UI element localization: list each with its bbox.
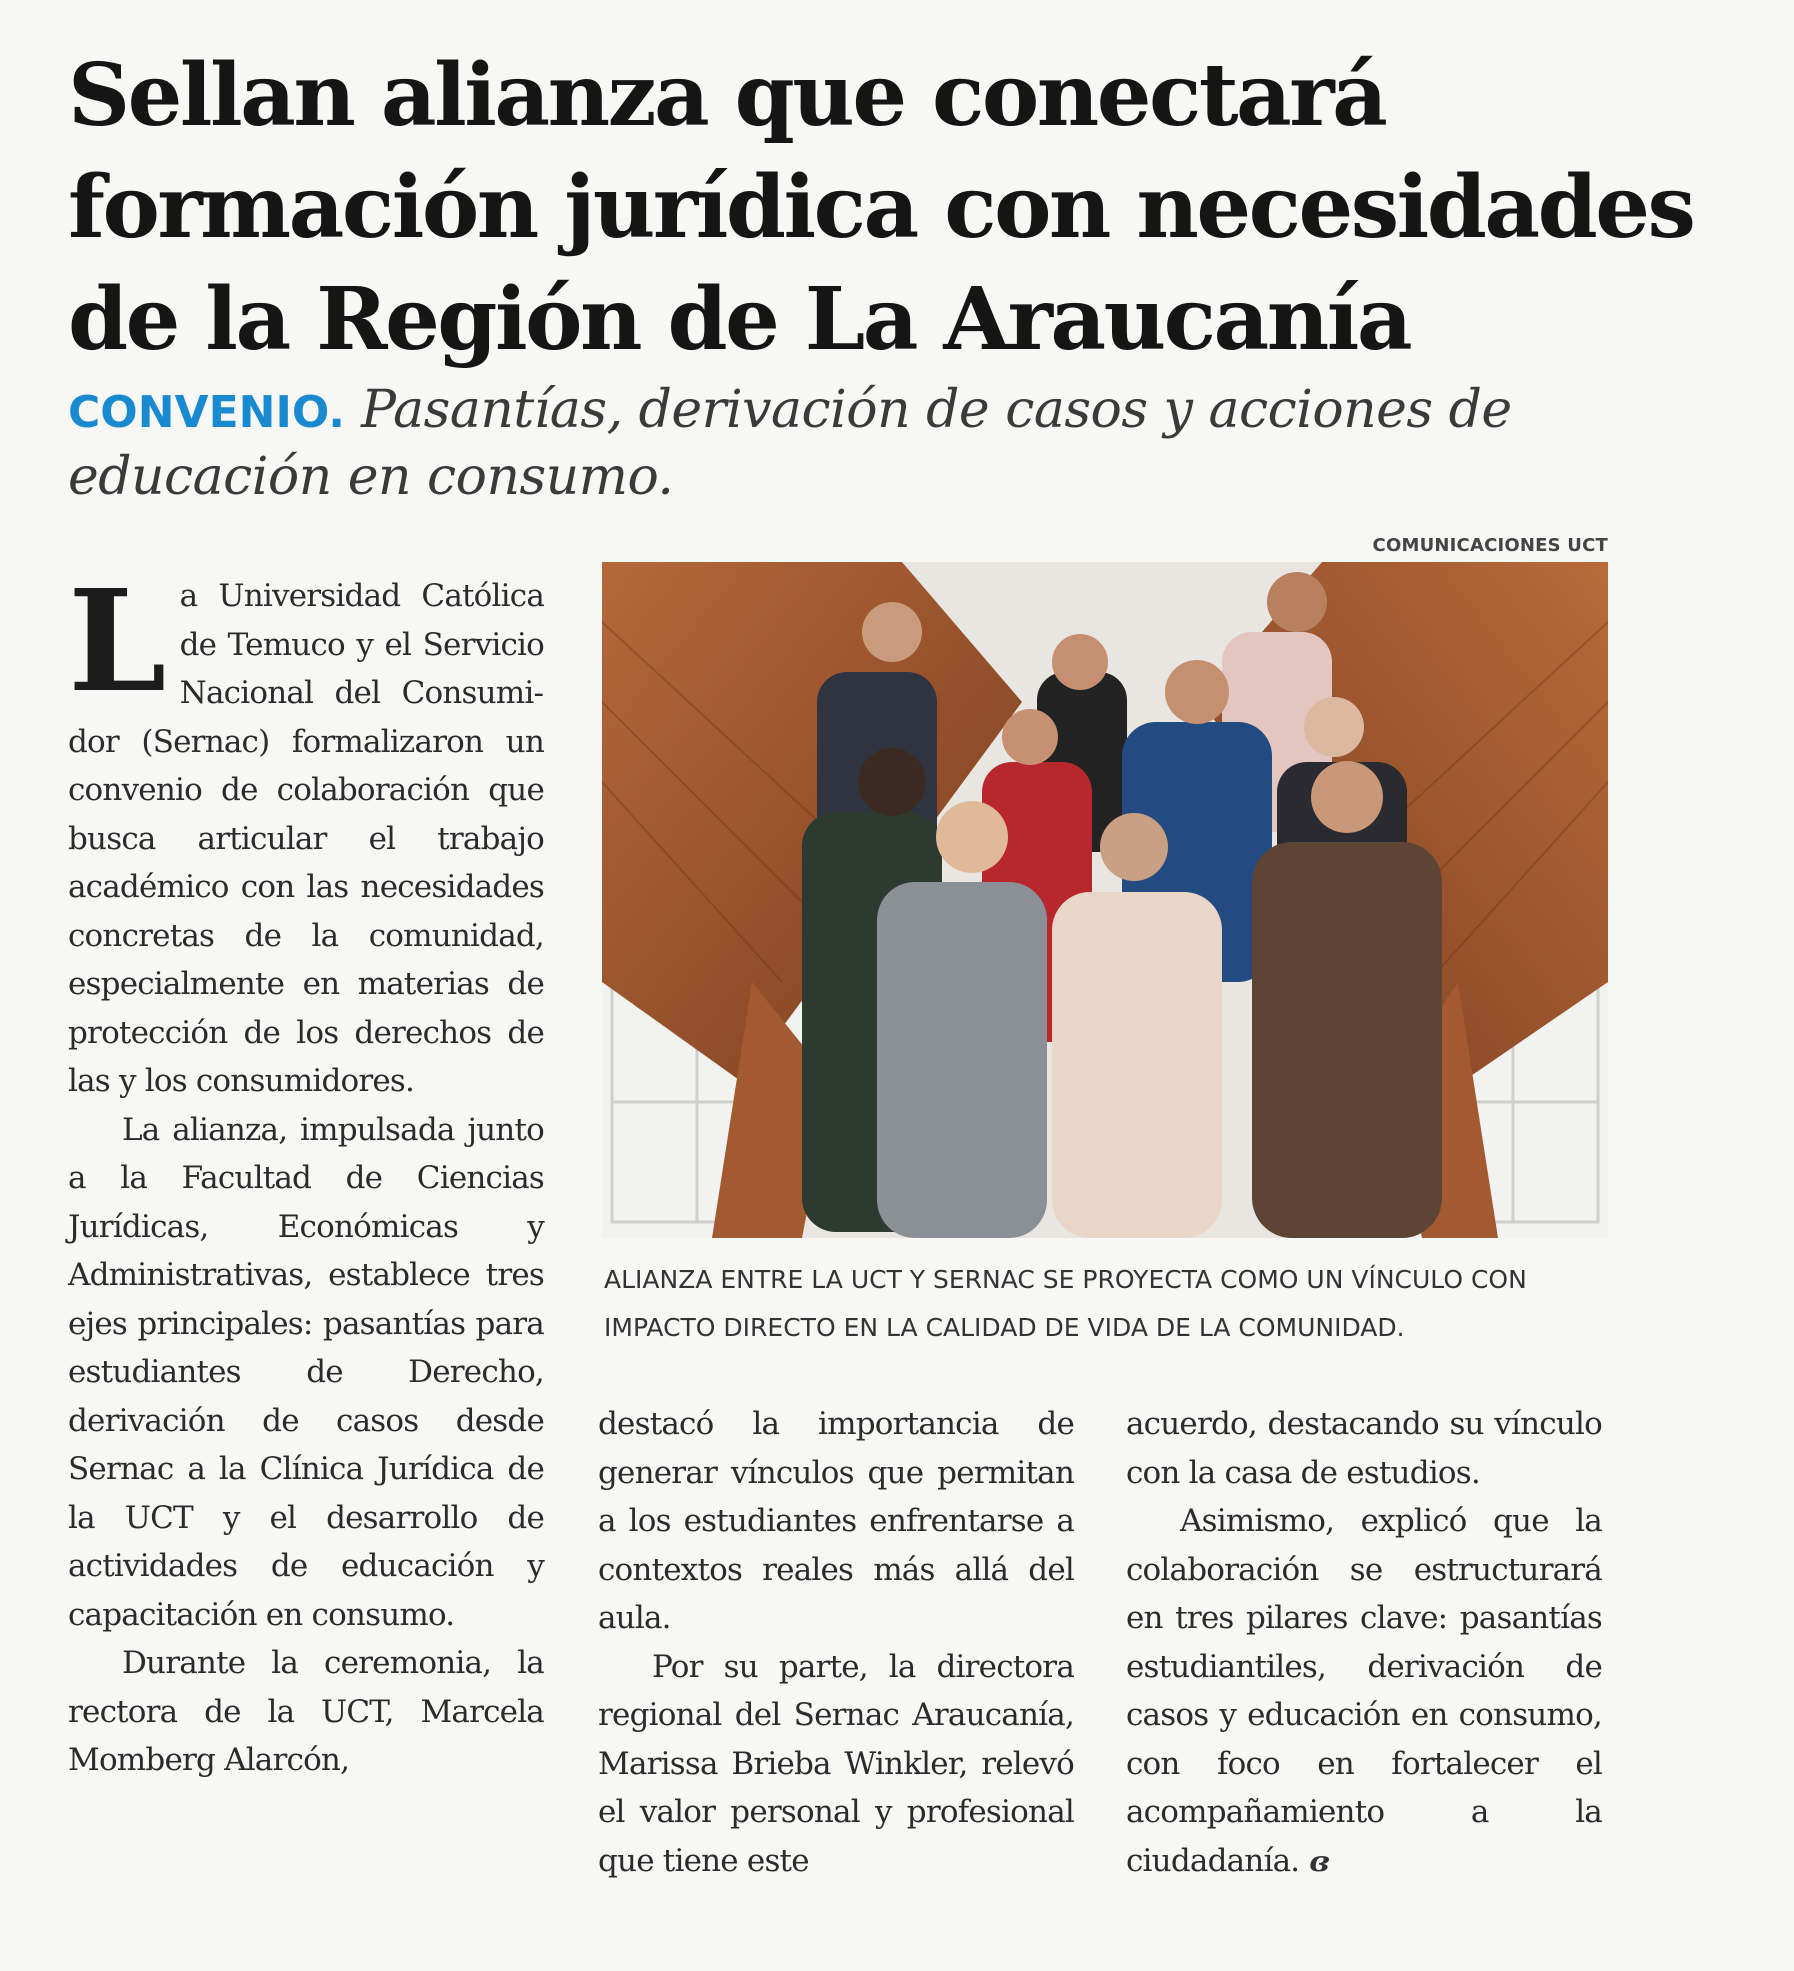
subheadline <box>68 378 1628 509</box>
paragraph-7 <box>1126 1497 1602 1886</box>
paragraph-7-text: Asimismo, explicó que la colaboración se estructurará en tres pilares clave: pasantías estudiantiles, derivación de casos y educación en consumo, con foco en fortalecer el acompañamiento a la ciudadanía. <box>1126 1503 1602 1879</box>
photo-caption: ALIANZA ENTRE LA UCT Y SERNAC SE PROYECTA COMO UN VÍNCULO CON IMPACTO DIRECTO EN LA CALIDAD DE VIDA DE LA COMUNIDAD. <box>604 1265 1527 1342</box>
drop-cap: L <box>68 560 166 724</box>
headline-line-1: Sellan alianza que conectará <box>68 45 1386 146</box>
paragraph-5: Por su parte, la directora regional del Sernac Araucanía, Marissa Brieba Winkler, relevó el valor personal y profesional que tiene este <box>598 1648 1074 1879</box>
paragraph-1-text: a Universidad Católica de Temuco y el Servicio Nacional del Consumidor (Sernac) formalizaron un convenio de colaboración que busca articular el trabajo académico con las necesidades concretas de la comunidad, especialmente en materias de protección de los derechos de las y los consumidores. <box>68 578 544 1099</box>
article-column-1 <box>68 560 544 1785</box>
article-column-3 <box>1126 1400 1602 1886</box>
paragraph-1 <box>68 560 544 1106</box>
end-of-article-icon: ɞ <box>1309 1844 1329 1878</box>
headline-line-3: de la Región de La Araucanía <box>68 269 1411 370</box>
kicker-label: CONVENIO. <box>68 387 345 438</box>
paragraph-3: Durante la ceremonia, la rectora de la UCT, Marcela Momberg Alarcón, <box>68 1645 544 1778</box>
headline-line-2: formación jurídica con necesidades <box>68 157 1694 258</box>
subhead-text: Pasantías, derivación de casos y acciones de educación en consumo. <box>68 380 1512 507</box>
paragraph-4: destacó la importancia de generar vínculos que permitan a los estudiantes enfrentarse a contextos reales más allá del aula. <box>598 1406 1074 1636</box>
paragraph-6: acuerdo, destacando su vínculo con la casa de estudios. <box>1126 1406 1602 1491</box>
headline <box>68 40 1694 376</box>
photo-credit: COMUNICACIONES UCT <box>1372 535 1608 556</box>
article-column-2 <box>598 1400 1074 1885</box>
group-photo <box>602 562 1608 1238</box>
paragraph-2: La alianza, impulsada junto a la Facultad de Ciencias Jurídicas, Económicas y Administrativas, establece tres ejes principales: pasantías para estudiantes de Derecho, derivación de casos desde Sernac a la Clínica Jurídica de la UCT y el desarrollo de actividades de educación y capacitación en consumo. <box>68 1111 544 1633</box>
